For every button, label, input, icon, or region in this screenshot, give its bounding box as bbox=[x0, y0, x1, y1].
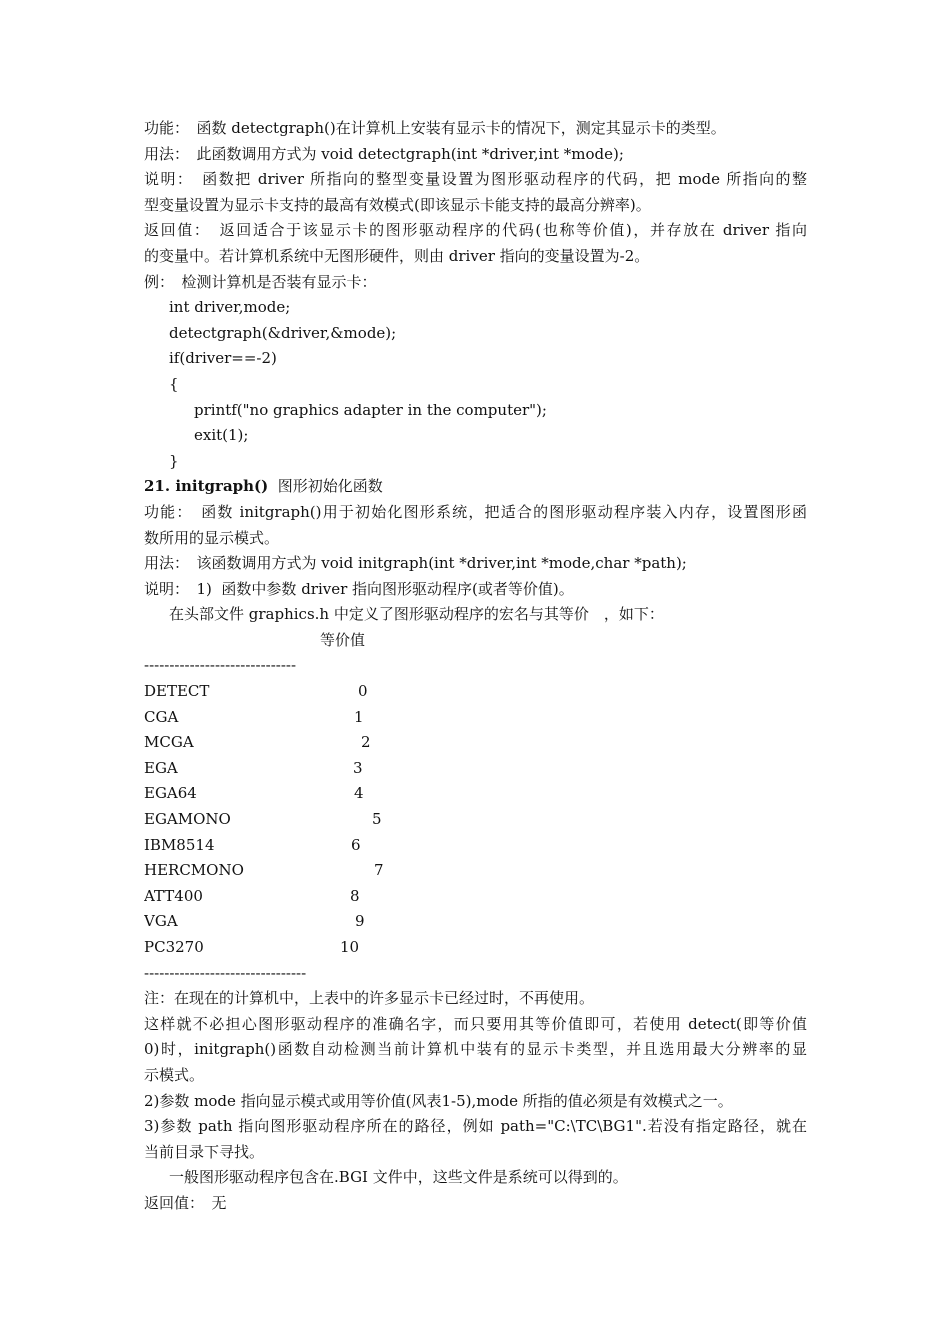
table-row bbox=[144, 807, 807, 833]
detect-function-line: 功能： 函数 detectgraph()在计算机上安装有显示卡的情况下，测定其显示卡的类型。 bbox=[144, 119, 726, 137]
init-intro-line: 在头部文件 graphics.h 中定义了图形驱动程序的宏名与其等价 ，如下： bbox=[169, 605, 664, 624]
detect-usage-line: 用法： 此函数调用方式为 void detectgraph(int *driver,int *mode); bbox=[144, 144, 624, 163]
table-row bbox=[144, 833, 807, 859]
macro-name: ATT400 bbox=[144, 886, 203, 905]
code-line: printf("no graphics adapter in the computer"); bbox=[194, 400, 547, 419]
macro-value: 10 bbox=[340, 938, 360, 956]
macro-name: IBM8514 bbox=[144, 835, 215, 854]
init-usage-line: 用法： 该函数调用方式为 void initgraph(int *driver,int *mode,char *path); bbox=[144, 554, 687, 573]
paragraph-line: 当前目录下寻找。 bbox=[144, 1142, 265, 1161]
macro-value: 7 bbox=[374, 861, 384, 880]
code-line: } bbox=[169, 451, 179, 470]
macro-value: 8 bbox=[350, 886, 360, 905]
detect-example-line: 例： 检测计算机是否装有显示卡： bbox=[144, 272, 377, 291]
macro-name: EGAMONO bbox=[144, 810, 231, 829]
macro-value: 9 bbox=[355, 912, 365, 931]
macro-value: 5 bbox=[372, 810, 382, 829]
code-line: if(driver==-2) bbox=[169, 349, 277, 368]
paragraph-line: 3)参数 path 指向图形驱动程序所在的路径，例如 path="C:\TC\BG1".若没有指定路径，就在 bbox=[144, 1117, 807, 1136]
macro-name: HERCMONO bbox=[144, 861, 244, 880]
paragraph-line: 这样就不必担心图形驱动程序的准确名字，而只要用其等价值即可，若使用 detect(即等价值 bbox=[144, 1014, 807, 1033]
macro-name: EGA bbox=[144, 758, 178, 777]
paragraph-line: 2)参数 mode 指向显示模式或用等价值(风表1-5),mode 所指的值必须是有效模式之一。 bbox=[144, 1091, 733, 1110]
note-line: 注：在现在的计算机中，上表中的许多显示卡已经过时，不再使用。 bbox=[144, 989, 595, 1008]
detect-desc-line-1: 说明： 函数把 driver 所指向的整型变量设置为图形驱动程序的代码，把 mode 所指向的整 bbox=[144, 170, 807, 189]
macro-name: MCGA bbox=[144, 733, 194, 752]
code-line: detectgraph(&driver,&mode); bbox=[169, 323, 397, 342]
detect-desc-line-2: 型变量设置为显示卡支持的最高有效模式(即该显示卡能支持的最高分辨率)。 bbox=[144, 195, 651, 214]
macro-value: 0 bbox=[358, 682, 368, 701]
section-heading-title: 21. initgraph() bbox=[144, 477, 269, 496]
init-function-line-2: 数所用的显示模式。 bbox=[144, 528, 280, 547]
table-row bbox=[144, 756, 807, 782]
table-row bbox=[144, 730, 807, 756]
table-row bbox=[144, 935, 807, 961]
macro-value: 3 bbox=[353, 758, 363, 777]
macro-name: DETECT bbox=[144, 682, 210, 701]
macro-name: PC3270 bbox=[144, 938, 204, 956]
paragraph-line: 0)时，initgraph()函数自动检测当前计算机中装有的显示卡类型，并且选用最大分辨率的显 bbox=[144, 1040, 807, 1059]
table-row bbox=[144, 909, 807, 935]
macro-name: VGA bbox=[144, 912, 178, 931]
macro-name: EGA64 bbox=[144, 784, 197, 803]
table-row bbox=[144, 781, 807, 807]
table-divider-top: ------------------------------ bbox=[144, 656, 297, 675]
detect-return-line-1: 返回值： 返回适合于该显示卡的图形驱动程序的代码(也称等价值)，并存放在 driver 指向 bbox=[144, 221, 807, 240]
table-row bbox=[144, 705, 807, 731]
code-line: exit(1); bbox=[194, 426, 249, 445]
macro-value: 2 bbox=[361, 733, 371, 752]
table-row bbox=[144, 858, 807, 884]
paragraph-line: 示模式。 bbox=[144, 1065, 205, 1084]
macro-value: 4 bbox=[354, 784, 364, 803]
code-line: { bbox=[169, 374, 179, 393]
detect-return-line-2: 的变量中。若计算机系统中无图形硬件，则由 driver 指向的变量设置为-2。 bbox=[144, 246, 650, 265]
table-divider-bottom: -------------------------------- bbox=[144, 963, 307, 982]
macro-name: CGA bbox=[144, 707, 179, 726]
return-line: 返回值： 无 bbox=[144, 1193, 227, 1212]
init-function-line-1: 功能： 函数 initgraph()用于初始化图形系统，把适合的图形驱动程序装入内存，设置图形函 bbox=[144, 502, 807, 521]
init-desc-line: 说明： 1) 函数中参数 driver 指向图形驱动程序(或者等价值)。 bbox=[144, 579, 574, 598]
macro-value: 1 bbox=[354, 707, 364, 726]
code-line: int driver,mode; bbox=[169, 298, 291, 317]
section-heading-subtitle: 图形初始化函数 bbox=[268, 477, 383, 496]
table-row bbox=[144, 679, 807, 705]
paragraph-line: 一般图形驱动程序包含在.BGI 文件中，这些文件是系统可以得到的。 bbox=[169, 1168, 628, 1187]
document-page bbox=[144, 116, 807, 1217]
table-header-value: 等价值 bbox=[320, 630, 366, 649]
table-row bbox=[144, 884, 807, 910]
table-header bbox=[144, 628, 807, 654]
section-heading bbox=[144, 474, 807, 500]
macro-value: 6 bbox=[351, 835, 361, 854]
